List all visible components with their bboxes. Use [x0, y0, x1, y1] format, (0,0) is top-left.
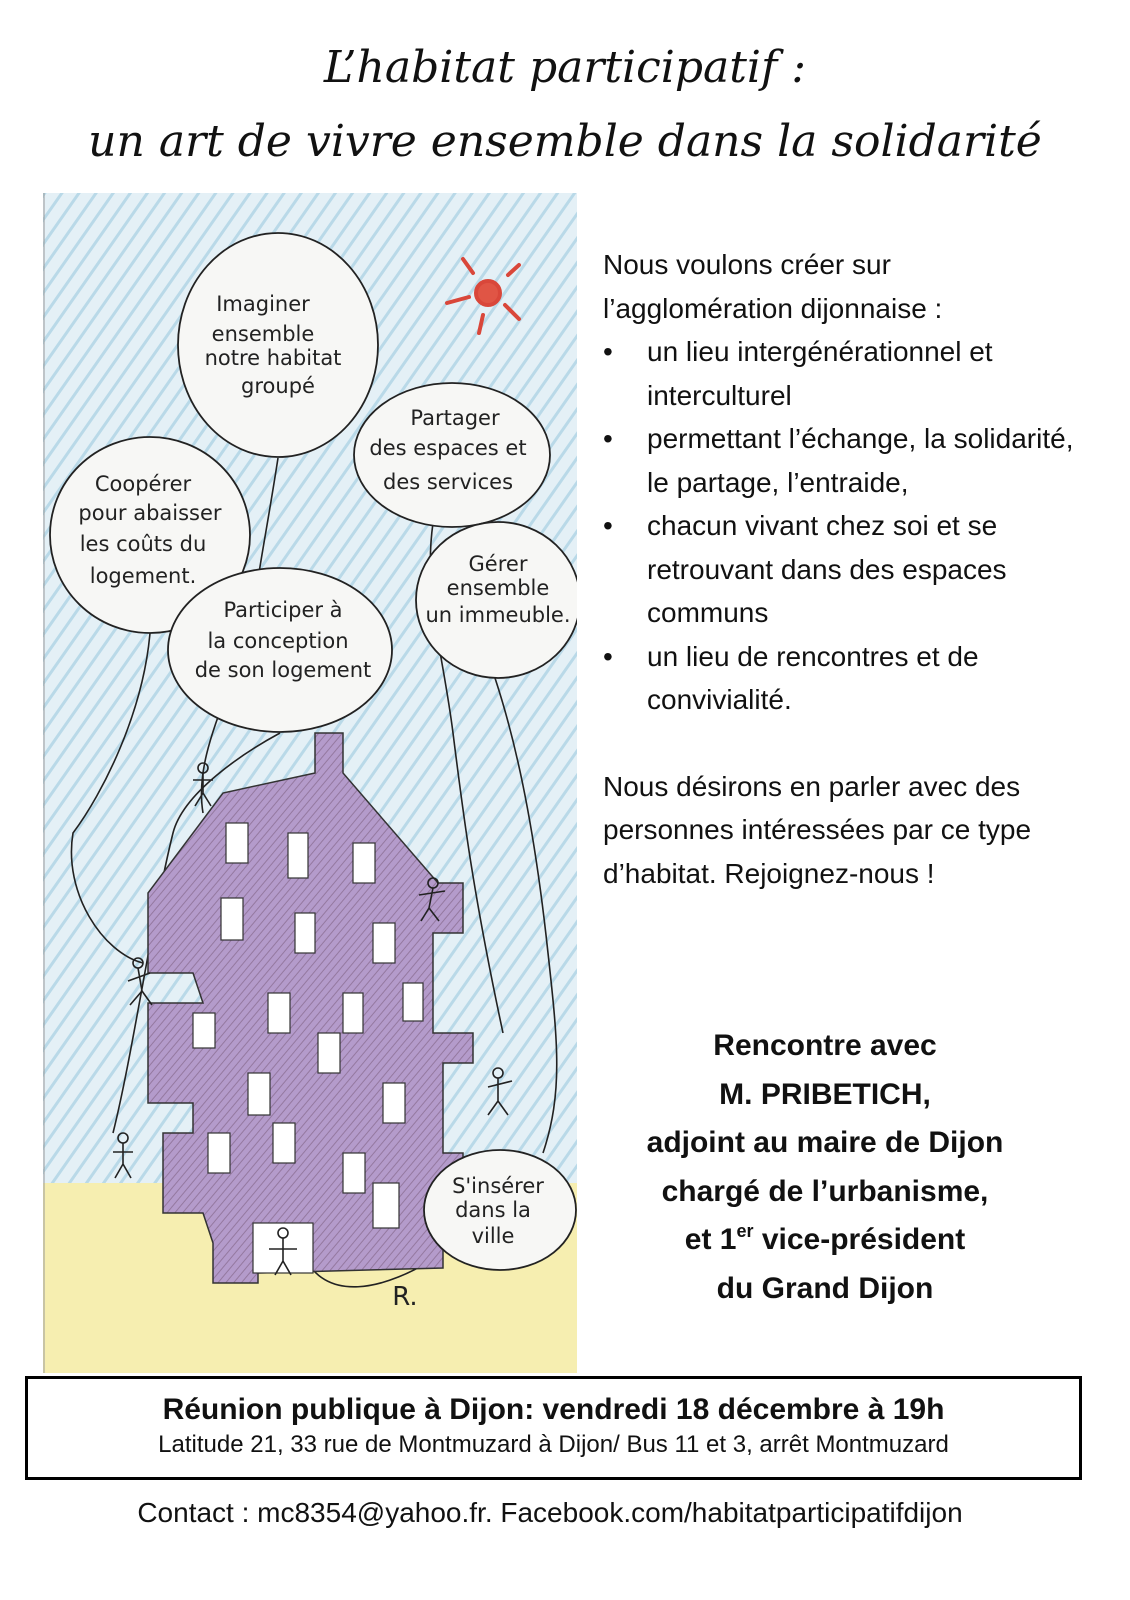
meeting-line: du Grand Dijon [716, 1271, 934, 1305]
event-headline: Réunion publique à Dijon: vendredi 18 décembre à 19h [162, 1393, 945, 1426]
bubble-text: ensemble [211, 322, 315, 346]
bubble-text: la conception [207, 629, 349, 653]
event-box [25, 1376, 1082, 1480]
meeting-text: et 1 [684, 1223, 737, 1256]
bubble-text: Participer à [223, 598, 343, 622]
artist-signature: R. [392, 1282, 418, 1312]
bubble-text: logement. [89, 564, 197, 588]
bubble-text: des espaces et [369, 436, 527, 460]
guest-name: M. PRIBETICH, [719, 1077, 931, 1111]
title-line-1: L’habitat participatif : [323, 42, 807, 93]
bubble-text: S'insérer [452, 1174, 544, 1198]
bubble-text: les coûts du [79, 532, 207, 556]
bubble-text: Coopérer [94, 472, 192, 496]
bubble-text: Partager [410, 406, 500, 430]
speech-bubble-gerer [416, 522, 577, 678]
superscript: er [736, 1221, 754, 1241]
list-item: • un lieu de rencontres et de convivialité. [603, 635, 1083, 722]
illustration [43, 193, 577, 1373]
bubble-text: notre habitat [204, 346, 342, 370]
meeting-line: chargé de l’urbanisme, [661, 1174, 989, 1208]
meeting-text: vice-président [753, 1223, 966, 1256]
bubble-text: pour abaisser [78, 501, 222, 525]
event-location: Latitude 21, 33 rue de Montmuzard à Dijon/ Bus 11 et 3, arrêt Montmuzard [158, 1431, 949, 1458]
list-item: • un lieu intergénérationnel et interculturel [603, 330, 1083, 417]
bubble-text: de son logement [194, 658, 372, 682]
bubble-text: des services [382, 470, 514, 494]
bubble-text: ville [471, 1224, 515, 1248]
bubble-text: groupé [241, 374, 315, 398]
meeting-line: adjoint au maire de Dijon [646, 1126, 1004, 1159]
meeting-line [575, 1216, 1075, 1265]
bubble-text: un immeuble. [425, 603, 571, 627]
bubble-text: ensemble [446, 576, 550, 600]
meeting-guest [575, 1022, 1075, 1313]
goals-list [603, 330, 1083, 722]
bubble-text: Gérer [468, 552, 528, 576]
bubble-text: Imaginer [216, 292, 310, 316]
meeting-line: Rencontre avec [713, 1029, 937, 1062]
intro-lead: Nous voulons créer sur l’agglomération dijonnaise : [603, 249, 943, 324]
list-item: • chacun vivant chez soi et se retrouvant dans des espaces communs [603, 504, 1083, 635]
contact-line: Contact : mc8354@yahoo.fr. Facebook.com/habitatparticipatifdijon [137, 1497, 963, 1528]
invite-text: Nous désirons en parler avec des personnes intéressées par ce type d’habitat. Rejoignez-nous ! [603, 770, 1032, 889]
illustration-drawing [43, 193, 577, 1373]
intro-column [603, 243, 1083, 895]
list-item: • permettant l’échange, la solidarité, le partage, l’entraide, [603, 417, 1083, 504]
title-line-2: un art de vivre ensemble dans la solidarité [88, 116, 1042, 167]
bubble-text: dans la [455, 1198, 531, 1222]
